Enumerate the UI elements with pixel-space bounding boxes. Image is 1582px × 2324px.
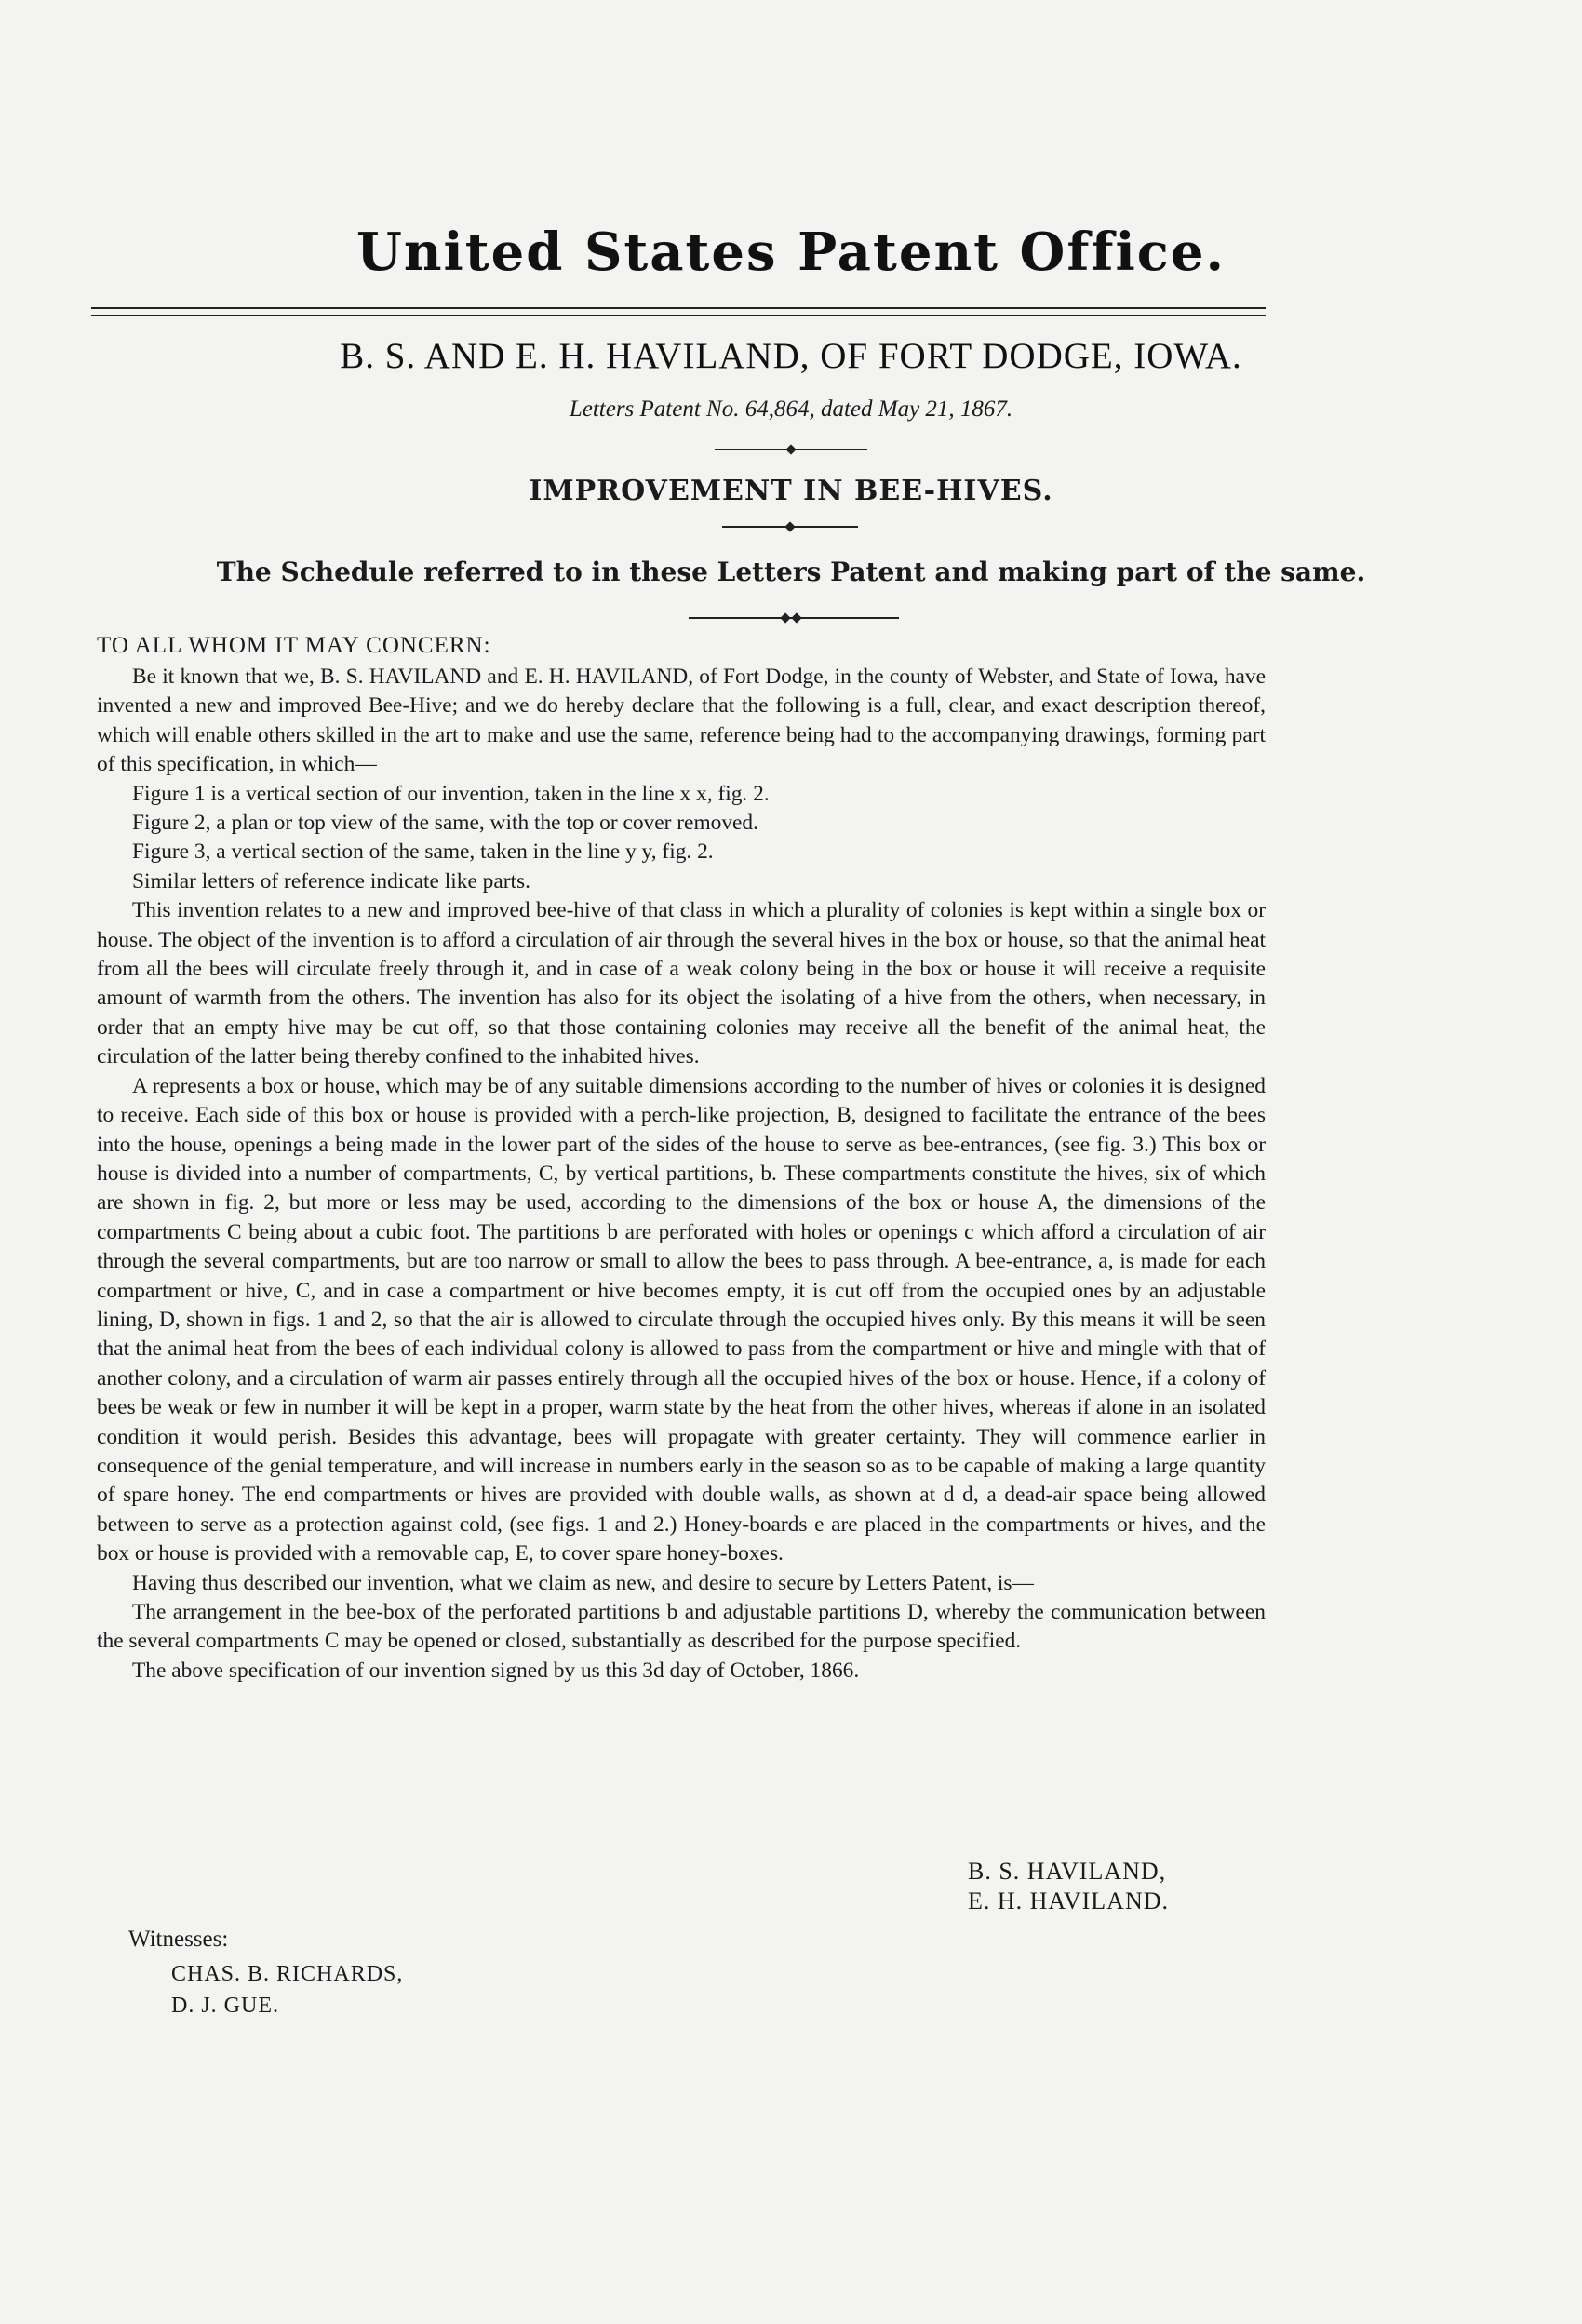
signature-block — [968, 1857, 1169, 1916]
paragraph-figure-2: Figure 2, a plan or top view of the same, with the top or cover removed. — [132, 811, 758, 836]
ornament-diamond-3 — [780, 612, 790, 623]
title-rule-thin — [91, 315, 1266, 316]
witnesses-label: Witnesses: — [128, 1927, 229, 1952]
paragraph-signed: The above specification of our invention signed by us this 3d day of October, 1866. — [132, 1658, 860, 1683]
office-title: United States Patent Office. — [355, 222, 1226, 283]
inventors-line: B. S. AND E. H. HAVILAND, OF FORT DODGE, IOWA. — [340, 336, 1242, 376]
witness-2: D. J. GUE. — [171, 1994, 279, 2018]
paragraph-claim: The arrangement in the bee-box of the perforated partitions b and adjustable partitions D, whereby the communication between the several compartments C may be opened or closed, substantially as described for the purpose specified. — [97, 1600, 1266, 1654]
salutation: TO ALL WHOM IT MAY CONCERN: — [97, 633, 491, 658]
paragraph-intro: Be it known that we, B. S. HAVILAND and E. H. HAVILAND, of Fort Dodge, in the county of Webster, and State of Iowa, have invented a new and improved Bee-Hive; and we do hereby declare that the following is a full, clear, and exact description thereof, which will enable others skilled in the art to make and use the same, reference being had to the accompanying drawings, forming part of this specification, in which— — [97, 665, 1266, 777]
ornament-diamond-4 — [791, 612, 801, 623]
paragraph-object: This invention relates to a new and improved bee-hive of that class in which a plurality of colonies is kept within a single box or house. The object of the invention is to afford a circulation of air through the several hives in the box or house, so that the animal heat from all the bees will circulate freely through it, and in case of a weak colony being in the box or house it will receive a requisite amount of warmth from the others. The invention has also for its object the isolating of a hive from the others, when necessary, in order that an empty hive may be cut off, so that those containing colonies may receive all the benefit of the animal heat, the circulation of the latter being thereby confined to the inhabited hives. — [97, 898, 1266, 1069]
paragraph-reference-note: Similar letters of reference indicate like parts. — [132, 868, 530, 893]
specification-body — [97, 663, 1266, 1686]
paragraph-claim-intro: Having thus described our invention, what we claim as new, and desire to secure by Letters Patent, is— — [132, 1570, 1034, 1595]
signer-1: B. S. HAVILAND, — [968, 1858, 1167, 1885]
signer-2: E. H. HAVILAND. — [968, 1887, 1170, 1914]
ornament-diamond-1 — [785, 444, 796, 454]
witness-1: CHAS. B. RICHARDS, — [171, 1962, 404, 1986]
witness-block — [171, 1958, 403, 2022]
patent-number-line: Letters Patent No. 64,864, dated May 21, 1867. — [569, 396, 1013, 422]
schedule-line: The Schedule referred to in these Letters Patent and making part of the same. — [216, 557, 1366, 587]
paragraph-figure-3: Figure 3, a vertical section of the same, taken in the line y y, fig. 2. — [132, 840, 714, 865]
paragraph-figure-1: Figure 1 is a vertical section of our invention, taken in the line x x, fig. 2. — [132, 781, 770, 806]
title-rule-thick — [91, 307, 1266, 309]
ornament-diamond-2 — [784, 521, 795, 531]
invention-title: IMPROVEMENT IN BEE-HIVES. — [529, 475, 1053, 507]
paragraph-description: A represents a box or house, which may be of any suitable dimensions according to the number of hives or colonies it is designed to receive. Each side of this box or house is provided with a perch-like projection, B, designed to facilitate the entrance of the bees into the house, openings a being made in the lower part of the sides of the house to serve as bee-entrances, (see fig. 3.) This box or house is divided into a number of compartments, C, by vertical partitions, b. These compartments constitute the hives, six of which are shown in fig. 2, but more or less may be used, according to the dimensions of the box or house A, the dimensions of the compartments C being about a cubic foot. The partitions b are perforated with holes or openings c which afford a circulation of air through the several compartments, but are too narrow or small to allow the bees to pass through. A bee-entrance, a, is made for each compartment or hive, C, and in case a compartment or hive becomes empty, it is cut off from the occupied ones by an adjustable lining, D, shown in figs. 1 and 2, so that the air is allowed to circulate through the occupied hives only. By this means it will be seen that the animal heat from the bees of each individual colony is allowed to pass from the compartment or hive and mingle with that of another colony, and a circulation of warm air passes entirely through all the occupied hives of the box or house. Hence, if a colony of bees be weak or few in number it will be kept in a proper, warm state by the heat from the other hives, whereas if alone in an isolated condition it would perish. Besides this advantage, bees will propagate with greater certainty. They will commence earlier in consequence of the genial temperature, and will increase in numbers early in the season so as to be capable of making a large quantity of spare honey. The end compartments or hives are provided with double walls, as shown at d d, a dead-air space being allowed between to serve as a protection against cold, (see figs. 1 and 2.) Honey-boards e are placed in the compartments or hives, and the box or house is provided with a removable cap, E, to cover spare honey-boxes. — [97, 1073, 1266, 1566]
